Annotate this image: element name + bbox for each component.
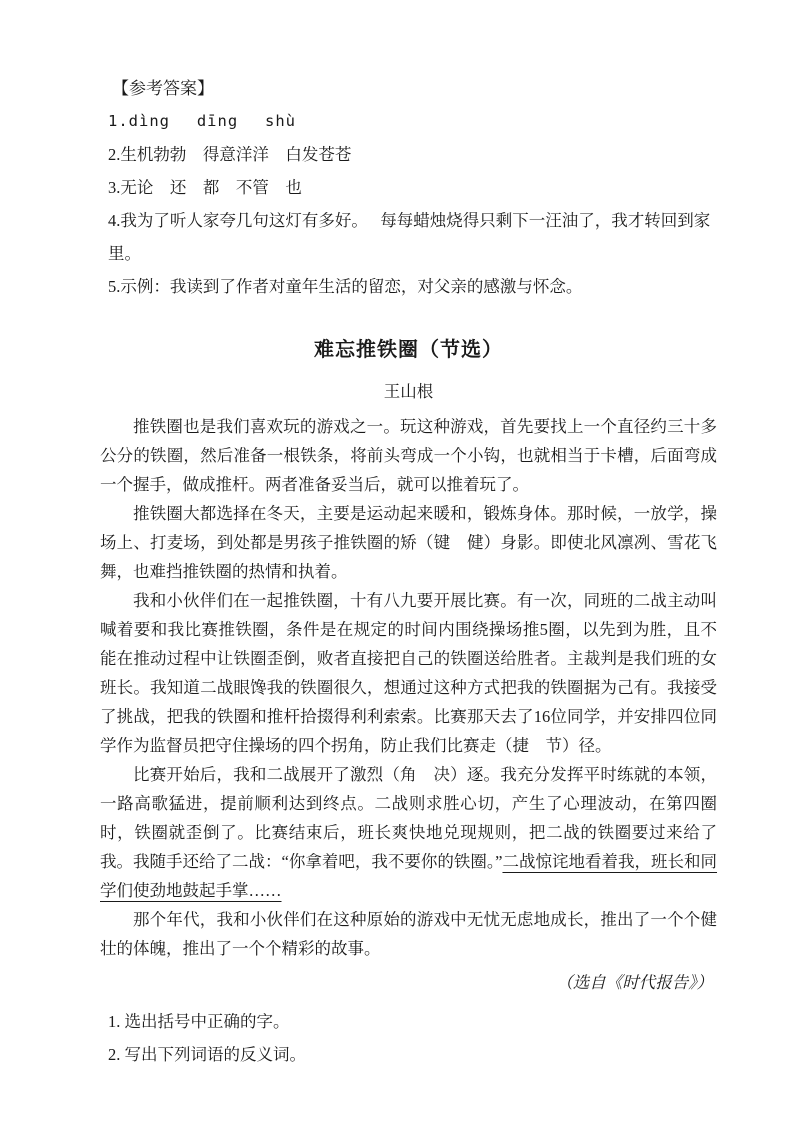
paragraph-1 xyxy=(100,412,717,499)
answer-line-1: 1.dìng dīng shù xyxy=(108,112,296,130)
source-attribution: （选自《时代报告》） xyxy=(556,973,713,992)
paragraph-4 xyxy=(100,760,717,905)
paragraph-text: 比赛开始后，我和二战展开了激烈（角 决）逐。我充分发挥平时练就的本领，一路高歌猛进，提前顺利达到终点。二战则求胜心切，产生了心理波动，在第四圈时，铁圈就歪倒了。比赛结束后，班长爽快地兑现规则，把二战的铁圈要过来给了我。我随手还给了二战：“你拿着吧，我不要你的铁圈。” xyxy=(100,765,717,871)
paragraph-text: 那个年代，我和小伙伴们在这种原始的游戏中无忧无虑地成长，推出了一个个健壮的体魄，推出了一个个精彩的故事。 xyxy=(100,910,717,958)
underlined-text: 二战惊诧地看着我，班长和同学们使劲地鼓起手掌…… xyxy=(100,852,718,900)
passage-author: 王山根 xyxy=(383,382,434,401)
paragraph-2 xyxy=(100,499,717,586)
answer-line-4: 4.我为了听人家夸几句这灯有多好。 每每蜡烛烧得只剩下一汪油了，我才转回到家里。 xyxy=(108,211,711,263)
answer-line-2: 2.生机勃勃 得意洋洋 白发苍苍 xyxy=(108,145,352,164)
paragraph-3 xyxy=(100,586,717,760)
passage-title: 难忘推铁圈（节选） xyxy=(314,339,503,361)
answer-line-3: 3.无论 还 都 不管 也 xyxy=(108,178,302,197)
questions-section xyxy=(100,1005,717,1071)
paragraph-5 xyxy=(100,905,717,963)
paragraph-text: 我和小伙伴们在一起推铁圈，十有八九要开展比赛。有一次，同班的二战主动叫喊着要和我比赛推铁圈，条件是在规定的时间内围绕操场推5圈，以先到为胜，且不能在推动过程中让铁圈歪倒，败者直接把自己的铁圈送给胜者。主裁判是我们班的女班长。我知道二战眼馋我的铁圈很久，想通过这种方式把我的铁圈据为己有。我接受了挑战，把我的铁圈和推杆拾掇得利利索索。比赛那天去了16位同学，并安排四位同学作为监督员把守住操场的四个拐角，防止我们比赛走（捷 节）径。 xyxy=(100,591,717,755)
paragraph-text: 推铁圈大都选择在冬天，主要是运动起来暖和，锻炼身体。那时候，一放学，操场上、打麦场，到处都是男孩子推铁圈的矫（键 健）身影。即使北风凛冽、雪花飞舞，也难挡推铁圈的热情和执着。 xyxy=(100,504,717,581)
answers-header: 【参考答案】 xyxy=(112,79,214,98)
question-2: 2. 写出下列词语的反义词。 xyxy=(108,1045,306,1064)
paragraph-text: 推铁圈也是我们喜欢玩的游戏之一。玩这种游戏，首先要找上一个直径约三十多公分的铁圈，然后准备一根铁条，将前头弯成一个小钩，也就相当于卡槽，后面弯成一个握手，做成推杆。两者准备妥当后，就可以推着玩了。 xyxy=(100,417,717,494)
reference-answers-section xyxy=(100,72,717,303)
question-1: 1. 选出括号中正确的字。 xyxy=(108,1012,290,1031)
answer-line-5: 5.示例：我读到了作者对童年生活的留恋，对父亲的感激与怀念。 xyxy=(108,277,583,296)
